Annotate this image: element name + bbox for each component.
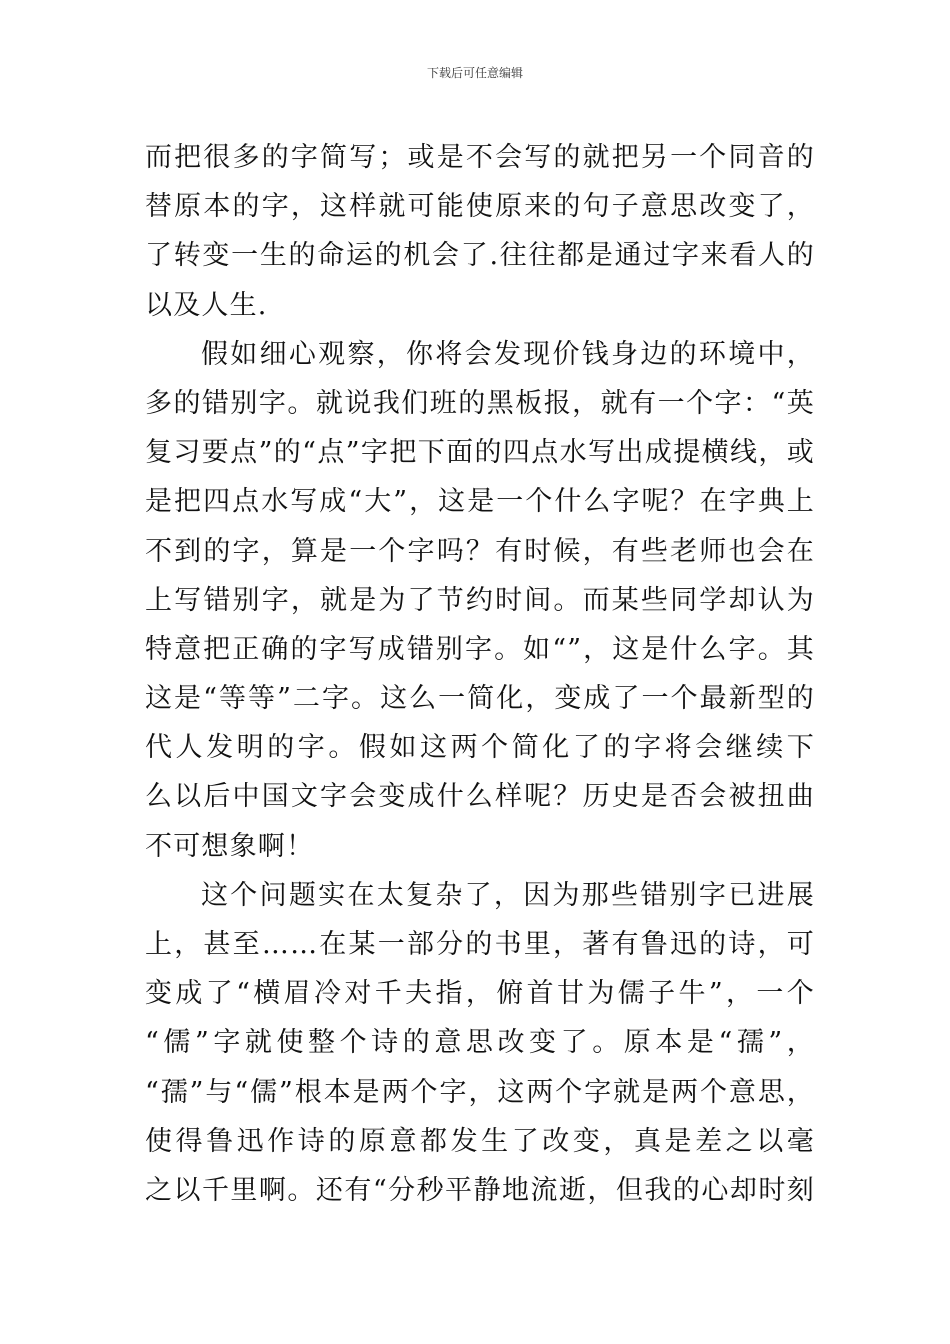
text-line: 特意把正确的字写成错别字。如“”，这是什么字。其 <box>145 633 815 665</box>
text-line: 复习要点”的“点”字把下面的四点水写出成提横线，或 <box>145 437 815 469</box>
text-line: 替原本的字，这样就可能使原来的句子意思改变了， <box>145 191 815 223</box>
text-line: 代人发明的字。假如这两个简化了的字将会继续下 <box>145 732 815 764</box>
text-line: 以及人生. <box>145 289 268 321</box>
text-line: 之以千里啊。还有“分秒平静地流逝，但我的心却时刻 <box>145 1174 815 1206</box>
text-line: 上，甚至……在某一部分的书里，著有鲁迅的诗，可 <box>145 929 815 960</box>
text-line: 变成了“横眉冷对千夫指，俯首甘为儒子牛”，一个 <box>145 978 815 1010</box>
page-header: 下载后可任意编辑 <box>426 66 523 80</box>
text-line: 这是“等等”二字。这么一简化，变成了一个最新型的 <box>145 683 815 715</box>
text-line: 是把四点水写成“大”，这是一个什么字呢？在字典上 <box>145 486 815 518</box>
text-line: “儒”字就使整个诗的意思改变了。原本是“孺”， <box>145 1027 815 1059</box>
text-line: 了转变一生的命运的机会了.往往都是通过字来看人的 <box>145 240 815 272</box>
text-line: 不可想象啊！ <box>145 830 315 862</box>
text-line: 使得鲁迅作诗的原意都发生了改变，真是差之以毫 <box>145 1125 815 1157</box>
text-line: 而把很多的字简写；或是不会写的就把另一个同音的 <box>145 142 815 173</box>
text-line: 不到的字，算是一个字吗？有时候，有些老师也会在 <box>145 535 815 567</box>
text-line: 上写错别字，就是为了节约时间。而某些同学却认为 <box>145 584 815 616</box>
text-line: 么以后中国文字会变成什么样呢？历史是否会被扭曲 <box>145 781 815 813</box>
text-line: 多的错别字。就说我们班的黑板报，就有一个字：“英 <box>145 387 815 419</box>
paragraph-start-line: 这个问题实在太复杂了，因为那些错别字已进展 <box>201 879 815 911</box>
paragraph-start-line: 假如细心观察，你将会发现价钱身边的环境中， <box>201 338 815 370</box>
text-line: “孺”与“儒”根本是两个字，这两个字就是两个意思， <box>145 1076 815 1108</box>
document-body <box>145 133 815 1215</box>
